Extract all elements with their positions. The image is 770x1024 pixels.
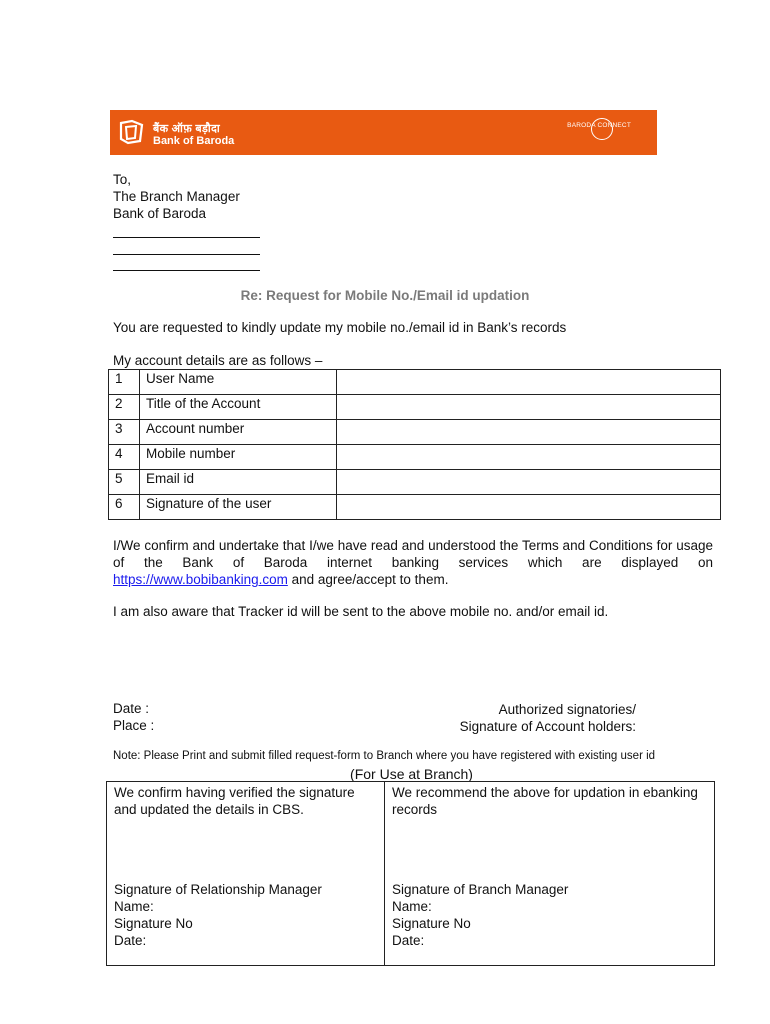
address-blank-line[interactable] [113,254,260,255]
branch-use-title: (For Use at Branch) [350,766,473,782]
row-label: Email id [140,470,337,495]
branch-manager-signature-block[interactable] [392,881,568,949]
confirmation-paragraph [113,537,713,588]
table-row [109,445,721,470]
bm-date-label: Date: [392,933,425,948]
row-number: 2 [109,395,140,420]
brand-name-hindi: बैंक ऑफ़ बड़ौदा [153,123,220,135]
date-label: Date : [113,701,150,716]
confirmation-text: I/We confirm and undertake that I/we have read and understood the Terms and Conditions for usage of the Bank of Baroda internet banking services which are displayed on [113,538,713,570]
address-to: To, [113,172,132,187]
ebanking-recommendation-line-2: records [392,802,438,817]
relationship-manager-signature-label: Signature of Relationship Manager [114,882,322,897]
confirmation-text-end: and agree/accept to them. [287,572,449,587]
intro-text: You are requested to kindly update my mobile no./email id in Bank’s records [113,320,567,335]
bobibanking-link[interactable]: https://www.bobibanking.com [113,572,288,587]
rm-name-label: Name: [114,899,154,914]
row-label: Account number [140,420,337,445]
authorized-signatories-label: Authorized signatories/ [498,702,636,717]
bank-logo-icon [118,119,146,145]
details-heading: My account details are as follows – [113,353,323,368]
row-number: 5 [109,470,140,495]
account-details-table [108,369,721,520]
address-blank-line[interactable] [113,270,260,271]
branch-use-box [106,781,715,966]
cbs-verification-line-2: and updated the details in CBS. [114,802,304,817]
row-label: Signature of the user [140,495,337,520]
row-label: Title of the Account [140,395,337,420]
row-label: User Name [140,370,337,395]
rm-date-label: Date: [114,933,147,948]
bm-signature-no-label: Signature No [392,916,471,931]
baroda-connect-label: BARODA CONNECT [567,122,631,129]
row-value-field[interactable] [337,370,721,395]
address-line-1: The Branch Manager [113,189,240,204]
row-value-field[interactable] [337,495,721,520]
row-value-field[interactable] [337,395,721,420]
row-value-field[interactable] [337,445,721,470]
table-row [109,470,721,495]
tracker-notice: I am also aware that Tracker id will be sent to the above mobile no. and/or email id. [113,604,609,619]
table-row [109,495,721,520]
table-row [109,370,721,395]
cbs-verification-line-1: We confirm having verified the signature [114,785,355,800]
rm-signature-no-label: Signature No [114,916,193,931]
place-label: Place : [113,718,155,733]
branch-left-top [114,784,355,818]
row-number: 4 [109,445,140,470]
account-holders-signature-label: Signature of Account holders: [459,719,636,734]
table-row [109,420,721,445]
address-blank-line[interactable] [113,237,260,238]
branch-box-divider [384,782,385,965]
bank-header-banner [110,110,657,155]
row-value-field[interactable] [337,420,721,445]
brand-name-english: Bank of Baroda [153,135,235,147]
address-line-2: Bank of Baroda [113,206,207,221]
ebanking-recommendation-line-1: We recommend the above for updation in ebanking [392,785,698,800]
row-label: Mobile number [140,445,337,470]
subject-line: Re: Request for Mobile No./Email id updation [240,288,530,303]
print-submit-note: Note: Please Print and submit filled request-form to Branch where you have registered with existing user id [113,750,656,762]
row-number: 1 [109,370,140,395]
row-number: 6 [109,495,140,520]
table-row [109,395,721,420]
bm-name-label: Name: [392,899,432,914]
relationship-manager-signature-block[interactable] [114,881,322,949]
row-value-field[interactable] [337,470,721,495]
row-number: 3 [109,420,140,445]
branch-manager-signature-label: Signature of Branch Manager [392,882,569,897]
branch-right-top [392,784,698,818]
